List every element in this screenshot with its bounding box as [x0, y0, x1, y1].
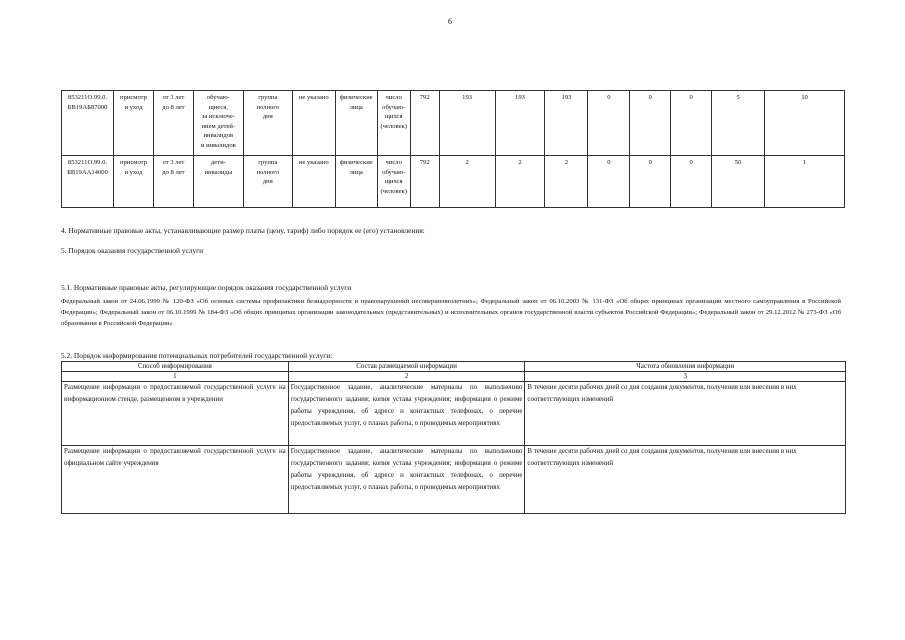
cell-v3: 193 — [545, 91, 588, 156]
cell-category: обучаю- щиеся, за исключе- нием детей- инвалидов и инвалидов — [193, 91, 243, 156]
cell-spec: не указано — [292, 91, 335, 156]
cell-v7: 50 — [712, 156, 765, 208]
informing-content: Государственное задание, аналитические материалы по выполнению государственного задания; копия устава учреждения; информация о режиме работы учреждения, об адресе и контактных телефонах, о перечне предоставляемых услуг, о планах работы, о проводимых мероприятиях — [288, 446, 525, 514]
cell-age: от 3 лет до 8 лет — [153, 91, 193, 156]
informing-header-row — [62, 362, 846, 372]
cell-v1: 2 — [439, 156, 495, 208]
cell-v3: 2 — [545, 156, 588, 208]
column-number: 3 — [525, 372, 846, 382]
informing-frequency: В течение десяти рабочих дней со дня создания документов, получения или внесения в них соответствующих изменений — [525, 446, 846, 514]
cell-group: группа полного дня — [243, 156, 292, 208]
informing-content: Государственное задание, аналитические материалы по выполнению государственного задания; копия устава учреждения; информация о режиме работы учреждения, об адресе и контактных телефонах, о перечне предоставляемых услуг, о планах работы, о проводимых мероприятиях — [288, 382, 525, 446]
cell-v6: 0 — [671, 156, 712, 208]
informing-frequency: В течение десяти рабочих дней со дня создания документов, получения или внесения в них соответствующих изменений — [525, 382, 846, 446]
cell-okei: 792 — [410, 156, 439, 208]
section-5-1-text: Федеральный закон от 24.06.1999 № 120-ФЗ «Об основах системы профилактики безнадзорности и правонарушений несовершеннолетних»; Федеральный закон от 06.10.2003 № 131-ФЗ «Об общих принципах организации местного самоуправления в Российской Федерации»; Федеральный закон от 06.10.1999 № 184-ФЗ «Об общих принципах организации законодательных (представительных) и исполнительных органов государственной власти субъектов Российской Федерации»; Федеральный закон от 29.12.2012 № 273-ФЗ «Об образовании в Российской Федерации» — [61, 298, 841, 327]
cell-spec: не указано — [292, 156, 335, 208]
cell-okei: 792 — [410, 91, 439, 156]
cell-v8: 1 — [765, 156, 845, 208]
informing-method: Размещение информации о предоставляемой государственной услуге на официальном сайте учреждения — [62, 446, 289, 514]
cell-v6: 0 — [671, 91, 712, 156]
cell-v7: 5 — [712, 91, 765, 156]
informing-method: Размещение информации о предоставляемой государственной услуге на информационном стенде, размещенном в учреждении — [62, 382, 289, 446]
header-frequency: Частота обновления информации — [525, 362, 846, 372]
service-row — [62, 156, 845, 208]
cell-content: присмотр и уход — [113, 156, 153, 208]
cell-category: дети- инвалиды — [193, 156, 243, 208]
service-volume-table — [61, 90, 845, 208]
informing-number-row — [62, 372, 846, 382]
cell-v2: 2 — [495, 156, 545, 208]
cell-form: физические лица — [335, 156, 377, 208]
section-5-1-heading: 5.1. Нормативные правовые акты, регулирующие порядок оказания государственной услуги — [61, 283, 352, 292]
cell-v2: 193 — [495, 91, 545, 156]
page-number: 6 — [448, 17, 452, 26]
section-4-heading: 4. Нормативные правовые акты, устанавливающие размер платы (цену, тариф) либо порядок ее (его) установления: — [61, 226, 425, 235]
informing-table — [61, 361, 846, 514]
header-content: Состав размещаемой информации — [288, 362, 525, 372]
header-method: Способ информирования — [62, 362, 289, 372]
cell-v8: 10 — [765, 91, 845, 156]
service-row — [62, 91, 845, 156]
cell-v5: 0 — [630, 156, 671, 208]
cell-content: присмотр и уход — [113, 91, 153, 156]
cell-indicator: число обучаю- щихся (человек) — [377, 91, 410, 156]
cell-v5: 0 — [630, 91, 671, 156]
cell-form: физические лица — [335, 91, 377, 156]
column-number: 1 — [62, 372, 289, 382]
cell-v1: 193 — [439, 91, 495, 156]
cell-code: 853211О.99.0. БВ19АА14000 — [62, 156, 114, 208]
cell-v4: 0 — [588, 156, 630, 208]
cell-code: 853211О.99.0. БВ19АБ87000 — [62, 91, 114, 156]
section-5-2-heading: 5.2. Порядок информирования потенциальных потребителей государственной услуги: — [61, 351, 333, 360]
informing-row — [62, 446, 846, 514]
cell-age: от 3 лет до 8 лет — [153, 156, 193, 208]
section-5-heading: 5. Порядок оказания государственной услуги — [61, 246, 204, 255]
informing-row — [62, 382, 846, 446]
column-number: 2 — [288, 372, 525, 382]
cell-v4: 0 — [588, 91, 630, 156]
cell-indicator: число обучаю- щихся (человек) — [377, 156, 410, 208]
cell-group: группа полного дня — [243, 91, 292, 156]
